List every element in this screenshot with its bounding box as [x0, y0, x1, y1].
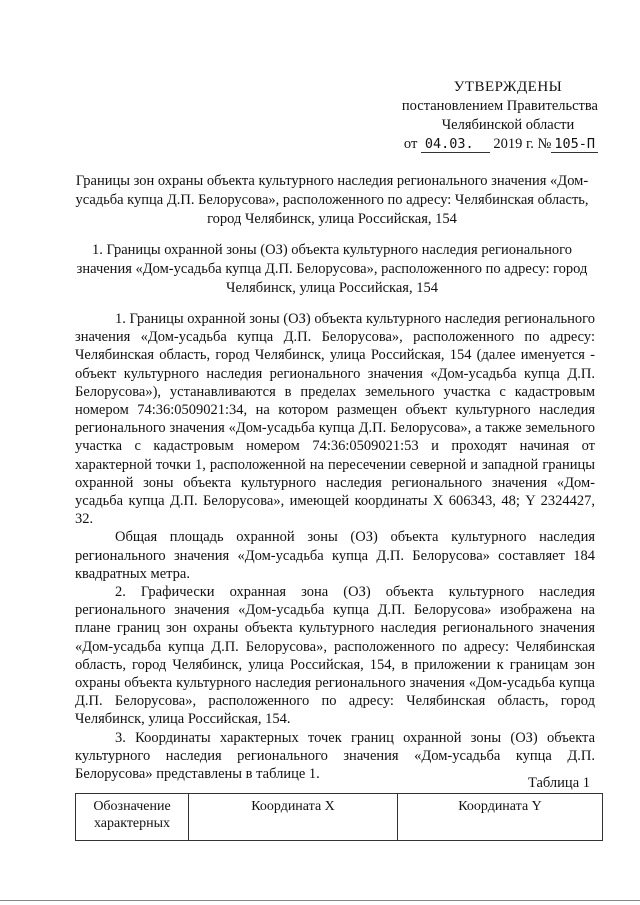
paragraph-4: 3. Координаты характерных точек границ охранной зоны (ОЗ) объекта культурного наследия регионального значения «Дом-усадьба купца Д.П. Белорусова» представлены в таблице 1. — [75, 729, 595, 783]
paragraph-1: 1. Границы охранной зоны (ОЗ) объекта культурного наследия регионального значения «Дом-усадьба купца Д.П. Белорусова», расположенного по адресу: Челябинская область, город Челябинск, улица Российская, 154 (далее именуется - объект культурного наследия регионального значения «Дом-усадьба купца Д.П. Белорусова»), устанавливаются в пределах земельного участка с кадастровым номером 74:36:0509021:34, на котором размещен объект культурного наследия регионального значения «Дом-усадьба купца Д.П. Белорусова», а также земельного участка с кадастровым номером 74:36:0509021:53 и проходят начиная от характерной точки 1, расположенной на пересечении северной и западной границы охранной зоны объекта культурного наследия регионального значения «Дом-усадьба купца Д.П. Белорусова», имеющей координаты Х 606343, 48; Y 2324427, 32. — [75, 311, 596, 528]
section-heading: 1. Границы охранной зоны (ОЗ) объекта культурного наследия регионального значения «Дом-усадьба купца Д.П. Белорусова», расположенного по адресу: город Челябинск, улица Российская, 154 — [76, 242, 588, 296]
paragraph-2: Общая площадь охранной зоны (ОЗ) объекта культурного наследия регионального значения «Дом-усадьба купца Д.П. Белорусова» составляет 184 квадратных метра. — [75, 529, 595, 582]
coordinates-table — [75, 793, 603, 841]
approval-date: 04.03. — [421, 136, 490, 153]
document-body — [75, 310, 595, 783]
approval-region: Челябинской области — [441, 117, 575, 133]
header-point-designation: Обозначение характерных — [76, 794, 189, 841]
document-title: Границы зон охраны объекта культурного наследия регионального значения «Дом-усадьба купца Д.П. Белорусова», расположенного по адресу: Челябинская область, город Челябинск, улица Российская, 154 — [75, 173, 589, 227]
table-header-row — [76, 794, 603, 841]
approval-heading: УТВЕРЖДЕНЫ — [453, 79, 563, 95]
table-caption: Таблица 1 — [527, 775, 590, 791]
header-coordinate-x: Координата Х — [189, 794, 398, 841]
approval-date-line — [378, 135, 598, 154]
header-coordinate-y: Координата Y — [398, 794, 603, 841]
approval-decree: постановлением Правительства — [401, 98, 598, 114]
page-bottom-edge — [0, 900, 640, 901]
approval-stamp — [378, 78, 598, 154]
approval-year: 2019 г. № — [493, 136, 552, 152]
approval-number: 105-П — [551, 136, 598, 153]
paragraph-3: 2. Графически охранная зона (ОЗ) объекта культурного наследия регионального значения «Дом-усадьба купца Д.П. Белорусова» изображена на плане границ зон охраны объекта культурного наследия регионального значения «Дом-усадьба купца Д.П. Белорусова», расположенного по адресу: Челябинская область, город Челябинск, улица Российская, 154, в приложении к границам зон охраны объекта культурного наследия регионального значения «Дом-усадьба купца Д.П. Белорусова», расположенного по адресу: Челябинская область, город Челябинск, улица Российская, 154. — [75, 584, 595, 728]
approval-prefix: от — [403, 136, 418, 152]
